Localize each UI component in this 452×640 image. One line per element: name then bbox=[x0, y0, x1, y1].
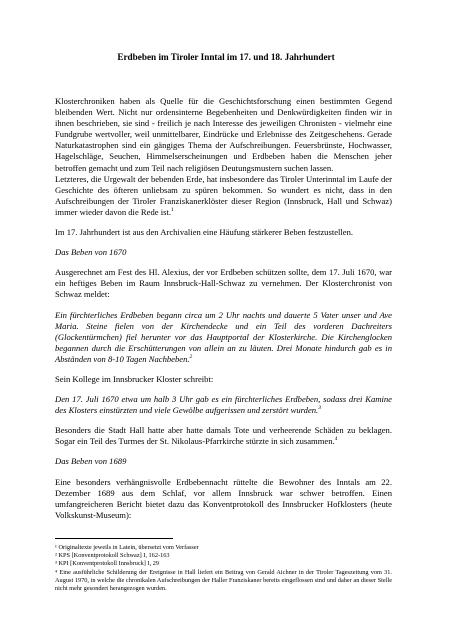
footnote-ref-1: 1 bbox=[170, 207, 174, 214]
footnote-4: ⁴ Eine ausführliche Schilderung der Ereignisse in Hall liefert ein Beitrag von Gerald Aichner in der Tiroler Tageszeitung vom 31. August 1970, in welche die chronikalen Aufschreibungen der Haller Franziskaner bereits eingeflossen sind und daher an dieser Stelle nicht mehr gesondert herangezogen wurden. bbox=[55, 568, 392, 593]
footnote-ref-4: 4 bbox=[334, 436, 338, 443]
paragraph-unterinntal bbox=[55, 174, 392, 218]
quote-innsbruck-text: Den 17. Juli 1670 etwa um halb 3 Uhr gab es ein fürchterliches Erdbeben, sodass drei Kamine des Klosters einstürzten und viele Gewölbe aufgerissen und zerstört wurden. bbox=[55, 394, 392, 416]
paragraph-unterinntal-text: Letzteres, die Urgewalt der bebenden Erde, hat insbesondere das Tiroler Unterinntal im Laufe der Geschichte des öfteren unliebsam zu spüren bekommen. So wundert es nicht, dass in den Aufschreibungen der Tiroler Franziskanerklöster dieser Region (Innsbruck, Hall und Schwaz) immer wieder davon die Rede ist. bbox=[55, 173, 392, 217]
quote-innsbruck bbox=[55, 394, 392, 416]
paragraph-17th-century: Im 17. Jahrhundert ist aus den Archivalien eine Häufung stärkerer Beben festzustellen. bbox=[55, 227, 354, 238]
quote-schwaz bbox=[55, 310, 392, 365]
paragraph-intro: Klosterchroniken haben als Quelle für die Geschichtsforschung einen bestimmten Gegend bleibenden Wert. Nicht nur ordensinterne Begebenheiten und Denkwürdigkeiten finden wir in ihnen beschrieben, sie sind - freilich je nach Interesse des jeweiligen Chronisten - vielmehr eine Fundgrube wertvoller, weil unmittelbarer, Eindrücke und Erlebnisse des Zeitgeschehens. Gerade Naturkatastrophen sind ein gängiges Thema der Aufschreibungen. Feuersbrünste, Hochwasser, Hagelschläge, Seuchen, Himmelserscheinungen und Erdbeben haben die Menschen jeher betroffen gemacht und zum Teil nach religiösen Deutungsmustern suchen lassen. bbox=[55, 96, 392, 173]
paragraph-alexius: Ausgerechnet am Fest des Hl. Alexius, der vor Erdbeben schützen sollte, dem 17. Juli 1670, war ein heftiges Beben im Raum Innsbruck-Hall-Schwaz zu vernehmen. Der Klosterchronist von Schwaz meldet: bbox=[55, 267, 392, 300]
paragraph-hall-text: Besonders die Stadt Hall hatte aber hatte damals Tote und verheerende Schäden zu beklagen. Sogar ein Teil des Turmes der St. Nikolaus-Pfarrkirche stürzte in sich zusammen. bbox=[55, 425, 392, 447]
paragraph-1689: Eine besonders verhängnisvolle Erdbebennacht rüttelte die Bewohner des Inntals am 22. Dezember 1689 aus dem Schlaf, vor allem Innsbruck war schwer betroffen. Einen umfangreicheren Bericht bietet dazu das Konventprotokoll des Innsbrucker Hofklosters (heute Volkskunst-Museum): bbox=[55, 476, 392, 520]
footnote-2: ² KPS [Konventprotokoll Schwaz] I, 162-163 bbox=[55, 552, 170, 560]
section-heading-1670: Das Beben von 1670 bbox=[55, 247, 127, 258]
paragraph-hall bbox=[55, 425, 392, 447]
document-body bbox=[55, 96, 392, 530]
quote-schwaz-text: Ein fürchterliches Erdbeben begann circa um 2 Uhr nachts und dauerte 5 Vater unser und Ave Maria. Steine fielen von der Kirchendecke und ein Teil des vorderen Dachreiters (Glockentürmchen) fiel herunter vor das Hauptportal der Klosterkirche. Die Kirchenglocken begannen durch die Erschütterungen von allein an zu läuten. Drei Monate hindurch gab es in Abständen von 8-10 Tagen Nachbeben. bbox=[55, 309, 392, 364]
footnotes bbox=[55, 544, 392, 593]
page-title: Erdbeben im Tiroler Inntal im 17. und 18. Jahrhundert bbox=[117, 52, 335, 62]
section-heading-1689: Das Beben von 1689 bbox=[55, 456, 127, 467]
paragraph-innsbruck-colleague: Sein Kollege im Innsbrucker Kloster schreibt: bbox=[55, 373, 214, 384]
footnote-divider bbox=[55, 538, 173, 539]
footnote-ref-3: 3 bbox=[318, 405, 321, 412]
footnote-ref-2: 2 bbox=[189, 354, 193, 361]
footnote-1: ¹ Originaltexte jeweils in Latein, übersetzt vom Verfasser bbox=[55, 544, 199, 551]
footnote-3: ³ KPI [Konventprotokoll Innsbruck] I, 29 bbox=[55, 560, 160, 568]
